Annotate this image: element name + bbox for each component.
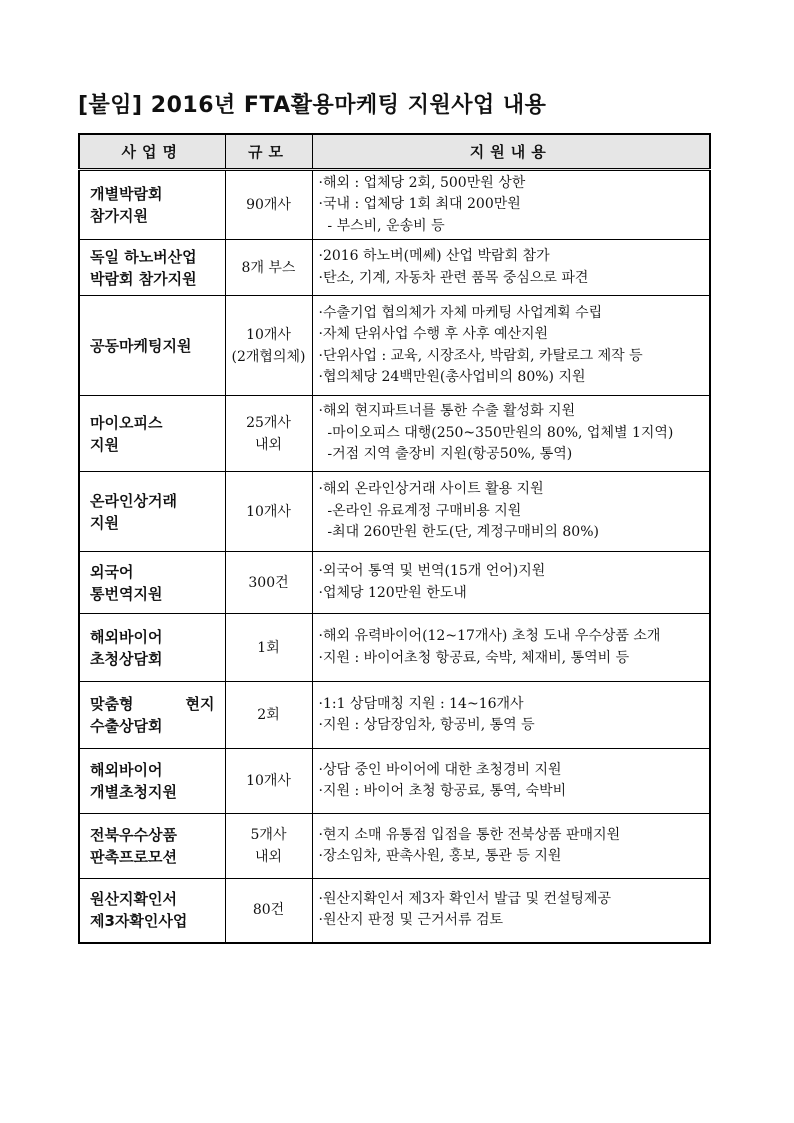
- program-name-line: 참가지원: [90, 207, 148, 225]
- support-content-line: ·원산지 판정 및 근거서류 검토: [318, 912, 504, 929]
- table-row: [79, 749, 710, 814]
- support-content-line: - 부스비, 운송비 등: [318, 217, 445, 234]
- scale-cell: [225, 396, 312, 472]
- support-content-line: ·해외 온라인상거래 사이트 활용 지원: [318, 481, 544, 498]
- support-content-line: -온라인 유료계정 구매비용 지원: [318, 502, 522, 519]
- support-content-line: ·장소임차, 판촉사원, 홍보, 통관 등 지원: [318, 848, 562, 864]
- header-scale: 규모: [225, 134, 312, 170]
- program-name-cell: [79, 396, 225, 472]
- program-name-cell: [79, 296, 225, 396]
- support-content-line: ·자체 단위사업 수행 후 사후 예산지원: [318, 326, 549, 342]
- support-content-line: ·지원 : 바이어 초청 항공료, 통역, 숙박비: [318, 783, 567, 799]
- program-name-line: 마이오피스: [90, 413, 163, 432]
- support-content-cell: [312, 472, 710, 552]
- support-content-line: ·상담 중인 바이어에 대한 초청경비 지원: [318, 761, 562, 778]
- table-row: [79, 552, 710, 614]
- scale-line: 90개사: [246, 197, 291, 213]
- table-row: [79, 170, 710, 240]
- table-row: [79, 472, 710, 552]
- scale-cell: [225, 296, 312, 396]
- scale-cell: [225, 240, 312, 296]
- scale-cell: [225, 472, 312, 552]
- support-content-line: ·해외 : 업체당 2회, 500만원 상한: [318, 174, 526, 191]
- program-name-cell: [79, 682, 225, 749]
- program-name-line: 제3자확인사업: [90, 912, 188, 931]
- program-name-line: 원산지확인서: [90, 890, 177, 909]
- scale-line: 10개사: [246, 773, 291, 789]
- program-name-line: 전북우수상품: [90, 826, 177, 844]
- support-content-cell: [312, 396, 710, 472]
- support-content-line: ·현지 소매 유통점 입점을 통한 전북상품 판매지원: [318, 826, 621, 843]
- program-name-cell: [79, 814, 225, 879]
- support-content-line: ·해외 현지파트너를 통한 수출 활성화 지원: [318, 403, 576, 420]
- table-header-row: [79, 134, 710, 170]
- program-name-line: 판촉프로모션: [90, 848, 177, 866]
- support-content-line: -마이오피스 대행(250~350만원의 80%, 업체별 1지역): [318, 424, 674, 441]
- program-name-line: 공동마케팅지원: [90, 336, 192, 355]
- support-content-line: ·원산지확인서 제3자 확인서 발급 및 컨설팅제공: [318, 890, 612, 907]
- support-content-line: -거점 지역 출장비 지원(항공50%, 통역): [318, 446, 573, 463]
- program-name-cell: [79, 240, 225, 296]
- scale-line: 내외: [254, 436, 283, 453]
- table-row: [79, 240, 710, 296]
- support-content-cell: [312, 614, 710, 682]
- support-content-line: ·수출기업 협의체가 자체 마케팅 사업계획 수립: [318, 304, 603, 321]
- support-content-line: ·업체당 120만원 한도내: [318, 584, 467, 601]
- program-name-cell: [79, 472, 225, 552]
- support-content-line: ·단위사업 : 교육, 시장조사, 박람회, 카탈로그 제작 등: [318, 347, 643, 364]
- table-row: [79, 682, 710, 749]
- program-name-line: 개별초청지원: [90, 783, 177, 801]
- support-content-cell: [312, 879, 710, 943]
- header-support-content: 지원내용: [312, 134, 710, 170]
- support-content-cell: [312, 749, 710, 814]
- table-row: [79, 614, 710, 682]
- program-name-cell: [79, 614, 225, 682]
- support-content-cell: [312, 814, 710, 879]
- program-name-cell: [79, 170, 225, 240]
- support-content-line: ·1:1 상담매칭 지원 : 14~16개사: [318, 695, 524, 712]
- scale-line: 300건: [248, 574, 289, 591]
- program-name-line: 독일 하노버산업: [90, 247, 197, 266]
- scale-cell: [225, 682, 312, 749]
- support-content-line: ·지원 : 상담장임차, 항공비, 통역 등: [318, 717, 535, 733]
- program-name-line: 해외바이어: [90, 761, 163, 779]
- table-row: [79, 879, 710, 943]
- support-content-line: ·국내 : 업체당 1회 최대 200만원: [318, 196, 521, 213]
- program-name-line: 통번역지원: [90, 584, 163, 603]
- program-name-line: 박람회 참가지원: [90, 269, 197, 288]
- support-content-line: ·지원 : 바이어초청 항공료, 숙박, 체재비, 통역비 등: [318, 649, 630, 666]
- support-content-cell: [312, 682, 710, 749]
- scale-line: 5개사: [250, 827, 287, 843]
- scale-cell: [225, 552, 312, 614]
- scale-line: 8개 부스: [241, 259, 296, 276]
- scale-cell: [225, 879, 312, 943]
- program-name-cell: [79, 749, 225, 814]
- program-name-cell: [79, 879, 225, 943]
- program-name-cell: [79, 552, 225, 614]
- scale-line: 25개사: [246, 414, 291, 431]
- page-title: [붙임] 2016년 FTA활용마케팅 지원사업 내용: [78, 93, 547, 118]
- scale-line: 10개사: [246, 503, 291, 520]
- program-name-line: 외국어: [90, 562, 134, 581]
- table-row: [79, 396, 710, 472]
- support-content-line: ·외국어 통역 및 번역(15개 언어)지원: [318, 563, 546, 579]
- table-row: [79, 296, 710, 396]
- support-content-line: ·2016 하노버(메쎄) 산업 박람회 참가: [318, 248, 550, 264]
- scale-line: 1회: [257, 639, 280, 656]
- program-name-line: 해외바이어: [90, 627, 163, 646]
- program-name-line: 맞춤형 현지: [90, 695, 215, 713]
- program-name-line: 지원: [90, 435, 119, 454]
- program-name-line: 개별박람회: [90, 185, 163, 203]
- support-content-cell: [312, 240, 710, 296]
- program-name-line: 초청상담회: [90, 649, 163, 668]
- scale-cell: [225, 814, 312, 879]
- support-content-cell: [312, 170, 710, 240]
- scale-line: 80건: [252, 902, 285, 919]
- program-name-line: 온라인상거래: [90, 491, 177, 510]
- support-program-table: [78, 133, 711, 944]
- table-row: [79, 814, 710, 879]
- program-name-line: 지원: [90, 513, 119, 532]
- program-name-line: 수출상담회: [90, 717, 163, 735]
- scale-cell: [225, 614, 312, 682]
- scale-line: 내외: [254, 849, 283, 865]
- scale-cell: [225, 170, 312, 240]
- scale-cell: [225, 749, 312, 814]
- scale-line: 2회: [257, 707, 280, 723]
- support-content-line: -최대 260만원 한도(단, 계정구매비의 80%): [318, 524, 599, 541]
- support-content-line: ·탄소, 기계, 자동차 관련 품목 중심으로 파견: [318, 269, 589, 286]
- support-content-cell: [312, 296, 710, 396]
- scale-line: 10개사: [246, 326, 291, 343]
- scale-line: (2개협의체): [231, 348, 306, 365]
- support-content-line: ·해외 유력바이어(12~17개사) 초청 도내 우수상품 소개: [318, 628, 661, 644]
- support-content-cell: [312, 552, 710, 614]
- support-content-line: ·협의체당 24백만원(총사업비의 80%) 지원: [318, 369, 586, 385]
- header-program-name: 사업명: [79, 134, 225, 170]
